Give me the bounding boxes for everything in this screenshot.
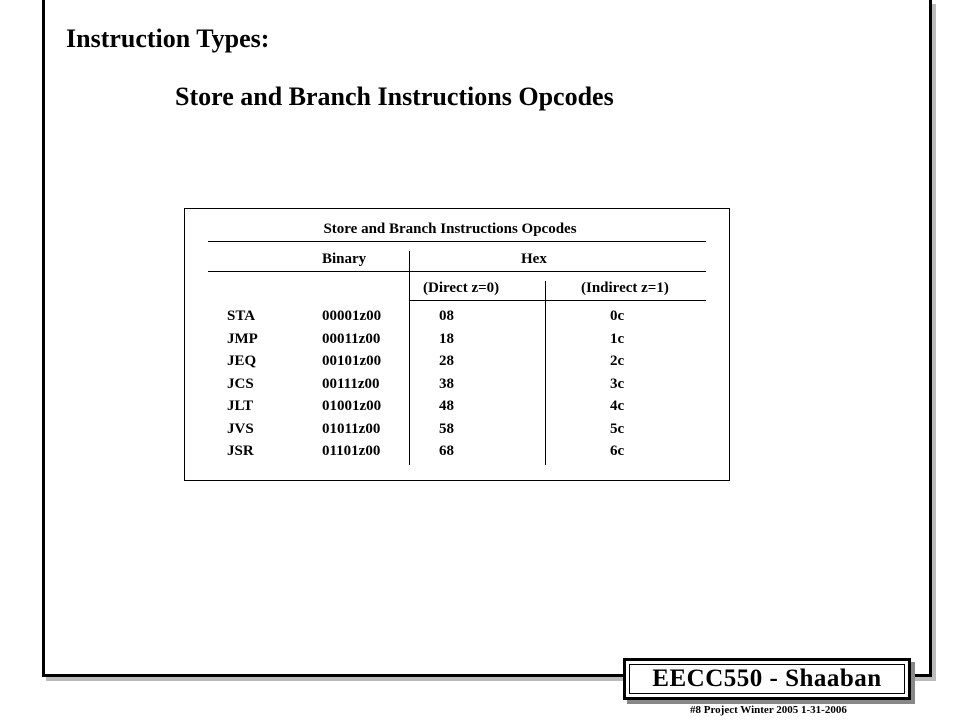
slide-subtitle: Store and Branch Instructions Opcodes	[175, 82, 614, 111]
row-indirect: 1c	[610, 331, 625, 347]
opcode-table	[184, 208, 730, 481]
row-binary: 00101z00	[322, 353, 382, 369]
row-indirect: 6c	[610, 443, 625, 459]
table-caption: Store and Branch Instructions Opcodes	[323, 221, 577, 237]
header-direct: (Direct z=0)	[423, 280, 500, 296]
row-binary: 01011z00	[322, 421, 381, 437]
row-direct: 18	[439, 331, 454, 347]
header-indirect: (Indirect z=1)	[581, 280, 669, 296]
subheader-divider	[409, 300, 706, 301]
row-direct: 38	[439, 376, 454, 392]
row-binary: 00001z00	[322, 308, 382, 324]
slide-title: Instruction Types:	[66, 24, 270, 53]
row-indirect: 4c	[610, 398, 625, 414]
course-badge	[623, 658, 911, 700]
slide-footer-meta: #8 Project Winter 2005 1-31-2006	[690, 704, 847, 716]
row-indirect: 2c	[610, 353, 625, 369]
row-direct: 58	[439, 421, 454, 437]
direct-indirect-separator	[545, 281, 546, 465]
row-direct: 28	[439, 353, 454, 369]
header-divider	[208, 271, 706, 272]
row-mnemonic: JSR	[227, 443, 254, 459]
row-direct: 08	[439, 308, 454, 324]
row-binary: 00011z00	[322, 331, 381, 347]
row-mnemonic: JEQ	[227, 353, 257, 369]
row-direct: 48	[439, 398, 454, 414]
row-mnemonic: JMP	[227, 331, 258, 347]
row-indirect: 3c	[610, 376, 625, 392]
row-mnemonic: JLT	[227, 398, 254, 414]
row-mnemonic: STA	[227, 308, 256, 324]
row-mnemonic: JVS	[227, 421, 254, 437]
course-label: EECC550 - Shaaban	[629, 664, 905, 694]
header-hex: Hex	[521, 251, 547, 267]
row-binary: 00111z00	[322, 376, 380, 392]
header-binary: Binary	[322, 251, 367, 267]
row-direct: 68	[439, 443, 454, 459]
row-binary: 01101z00	[322, 443, 381, 459]
binary-hex-separator	[409, 251, 410, 465]
caption-divider	[208, 241, 706, 242]
row-binary: 01001z00	[322, 398, 382, 414]
row-mnemonic: JCS	[227, 376, 254, 392]
row-indirect: 5c	[610, 421, 625, 437]
row-indirect: 0c	[610, 308, 625, 324]
